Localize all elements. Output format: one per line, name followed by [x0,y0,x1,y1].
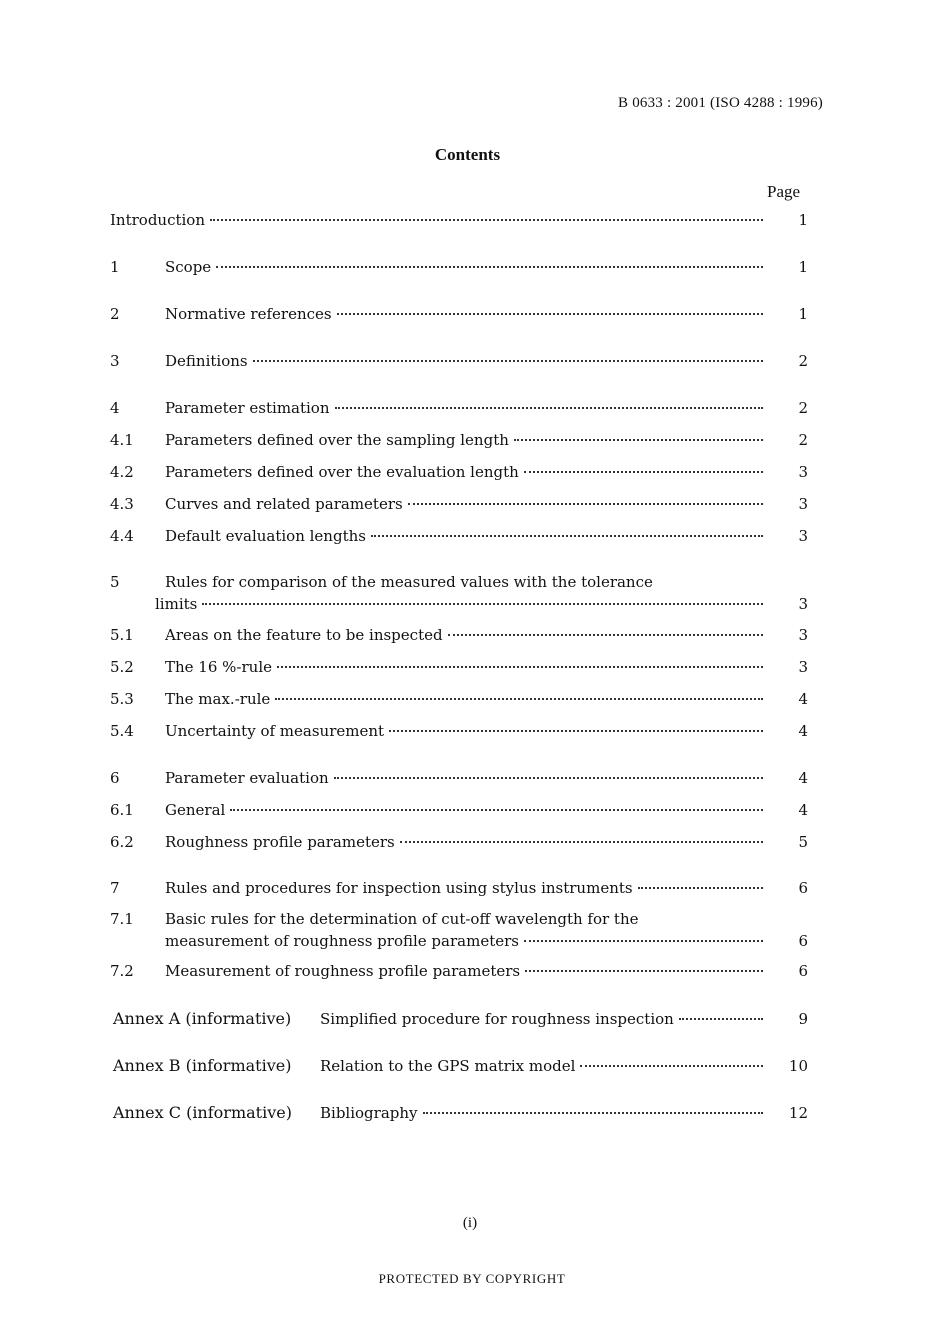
dot-leader [334,777,763,779]
toc-page-number: 1 [798,305,808,323]
toc-page-number: 6 [798,879,808,897]
toc-page-number: 2 [798,431,808,449]
toc-section-number: 7.1 [110,910,134,928]
toc-entry-5-3[interactable] [110,690,808,712]
toc-entry-5[interactable] [110,573,808,615]
toc-entry-7[interactable] [110,879,808,901]
toc-entry-7-1[interactable] [110,910,808,952]
toc-section-number: 4.2 [110,463,134,481]
dot-leader [638,887,763,889]
toc-section-number: 4.4 [110,527,134,545]
dot-leader [408,503,763,505]
annex-label: Annex C (informative) [113,1103,292,1122]
toc-page-number: 1 [798,211,808,229]
dot-leader [400,841,763,843]
toc-page-number: 9 [798,1010,808,1028]
toc-page-number: 4 [798,690,808,708]
toc-page-number: 4 [798,722,808,740]
dot-leader [230,809,763,811]
toc-entry-text: Uncertainty of measurement [165,722,385,740]
toc-entry-2[interactable] [110,305,808,327]
toc-section-number: 1 [110,258,120,276]
toc-entry-6[interactable] [110,769,808,791]
dot-leader [524,471,763,473]
toc-entry-4[interactable] [110,399,808,421]
toc-section-number: 4.1 [110,431,134,449]
page-title: Contents [434,145,501,164]
toc-section-number: 4.3 [110,495,134,513]
toc-entry-text: Relation to the GPS matrix model [320,1057,576,1075]
toc-entry-text: Areas on the feature to be inspected [165,626,443,644]
toc-page-number: 2 [798,399,808,417]
toc-page-number: 12 [788,1104,808,1122]
toc-entry-6-2[interactable] [110,833,808,855]
toc-entry-text: Rules for comparison of the measured values with the tolerance [165,573,653,591]
toc-section-number: 4 [110,399,120,417]
toc-section-number: 5.2 [110,658,134,676]
toc-entry-4-3[interactable] [110,495,808,517]
toc-page-number: 3 [798,463,808,481]
toc-entry-text: General [165,801,226,819]
toc-page-number: 6 [798,932,808,950]
dot-leader [253,360,763,362]
dot-leader [389,730,763,732]
toc-entry-text: Rules and procedures for inspection using stylus instruments [165,879,633,897]
toc-page-number: 1 [798,258,808,276]
dot-leader [335,407,763,409]
dot-leader [337,313,763,315]
dot-leader [448,634,763,636]
toc-page-number: 4 [798,769,808,787]
copyright-notice: PROTECTED BY COPYRIGHT [378,1271,566,1286]
toc-entry-text: Scope [165,258,212,276]
toc-entry-text: The max.-rule [165,690,271,708]
toc-section-number: 3 [110,352,120,370]
toc-entry-7-2[interactable] [110,962,808,984]
dot-leader [216,266,763,268]
dot-leader [202,603,763,605]
annex-label: Annex B (informative) [113,1056,292,1075]
toc-entry-introduction[interactable] [110,211,808,233]
toc-section-number: 6.2 [110,833,134,851]
toc-annex-b[interactable] [113,1056,808,1078]
toc-page-number: 3 [798,495,808,513]
toc-section-number: 5.3 [110,690,134,708]
toc-entry-4-4[interactable] [110,527,808,549]
toc-entry-text: Normative references [165,305,332,323]
toc-section-number: 6 [110,769,120,787]
dot-leader [524,940,763,942]
toc-section-number: 7 [110,879,120,897]
standard-reference: B 0633 : 2001 (ISO 4288 : 1996) [618,95,823,111]
dot-leader [371,535,763,537]
page-column-heading: Page [767,182,801,201]
toc-entry-text: The 16 %-rule [165,658,272,676]
toc-page-number: 2 [798,352,808,370]
toc-entry-text: Parameter estimation [165,399,330,417]
toc-annex-a[interactable] [113,1009,808,1031]
toc-page-number: 4 [798,801,808,819]
toc-entry-text: Parameters defined over the evaluation length [165,463,519,481]
dot-leader [514,439,763,441]
toc-section-number: 6.1 [110,801,134,819]
toc-entry-4-1[interactable] [110,431,808,453]
dot-leader [580,1065,763,1067]
toc-section-number: 5.1 [110,626,134,644]
toc-entry-4-2[interactable] [110,463,808,485]
dot-leader [423,1112,764,1114]
toc-entry-5-2[interactable] [110,658,808,680]
dot-leader [277,666,763,668]
annex-label: Annex A (informative) [113,1009,292,1028]
toc-section-number: 5.4 [110,722,134,740]
toc-entry-5-1[interactable] [110,626,808,648]
toc-entry-text: Introduction [110,211,205,229]
toc-entry-text: Default evaluation lengths [165,527,366,545]
toc-page-number: 3 [798,658,808,676]
toc-page-number: 6 [798,962,808,980]
toc-entry-text: Roughness profile parameters [165,833,395,851]
dot-leader [679,1018,763,1020]
toc-page-number: 5 [798,833,808,851]
toc-entry-text-continued: limits [155,595,198,613]
toc-page-number: 10 [788,1057,808,1075]
toc-entry-text: Parameter evaluation [165,769,329,787]
toc-page-number: 3 [798,527,808,545]
toc-entry-6-1[interactable] [110,801,808,823]
toc-page-number: 3 [798,595,808,613]
toc-entry-text: Basic rules for the determination of cut-off wavelength for the [165,910,639,928]
toc-entry-text: Definitions [165,352,248,370]
toc-entry-text: Bibliography [320,1104,418,1122]
dot-leader [210,219,763,221]
toc-annex-c[interactable] [113,1103,808,1125]
toc-entry-text: Parameters defined over the sampling length [165,431,509,449]
toc-entry-3[interactable] [110,352,808,374]
toc-entry-text: Simplified procedure for roughness inspection [320,1010,674,1028]
toc-entry-5-4[interactable] [110,722,808,744]
toc-entry-text: Curves and related parameters [165,495,403,513]
toc-section-number: 2 [110,305,120,323]
toc-section-number: 5 [110,573,120,591]
toc-entry-text: Measurement of roughness profile parameters [165,962,521,980]
toc-page-number: 3 [798,626,808,644]
footer-page-number: (i) [462,1215,478,1231]
dot-leader [275,698,763,700]
toc-entry-1[interactable] [110,258,808,280]
dot-leader [525,970,763,972]
toc-entry-text-continued: measurement of roughness profile parameters [165,932,519,950]
toc-section-number: 7.2 [110,962,134,980]
